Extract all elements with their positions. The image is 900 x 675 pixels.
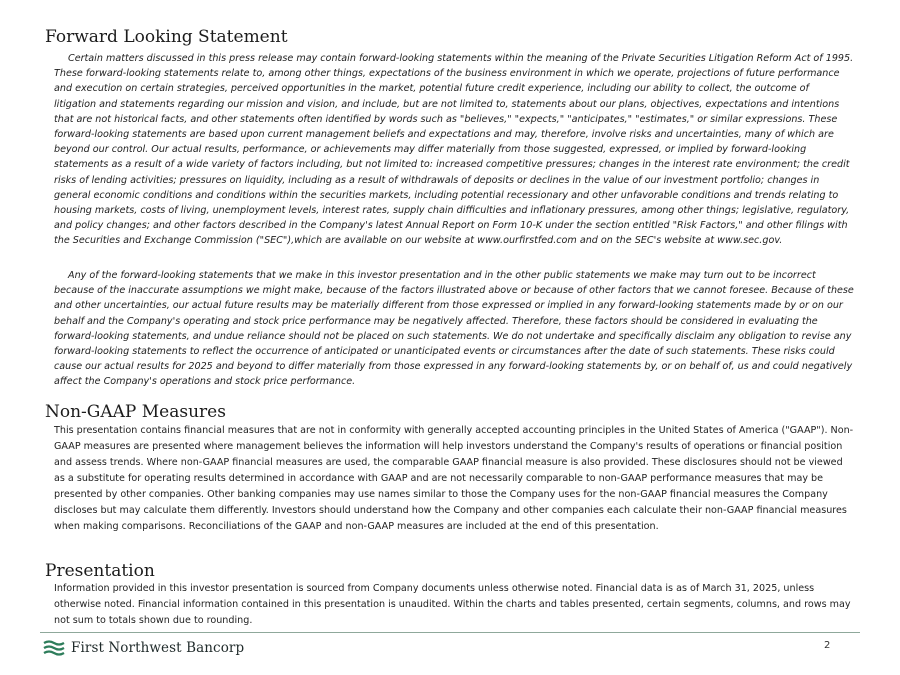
- forward-looking-paragraph-1: [54, 51, 854, 249]
- footer-divider: [40, 632, 860, 633]
- company-name: First Northwest Bancorp: [71, 640, 245, 656]
- wave-icon: [43, 639, 65, 657]
- presentation-heading: Presentation: [45, 561, 155, 581]
- forward-looking-paragraph-2-text: Any of the forward-looking statements that we make in this investor presentation and in the other public statements we make may turn out to be incorrect because of the inaccurate assumptions we might make, because of the factors illustrated above or because of other factors that we cannot foresee. Because of these and other uncertainties, our actual future results may be materially different from those expressed or implied in any forward-looking statements made by or on our behalf and the Company's operating and stock price performance may be negatively affected. Therefore, these factors should be considered in evaluating the forward-looking statements, and undue reliance should not be placed on such statements. We do not undertake and specifically disclaim any obligation to revise any forward-looking statements to reflect the occurrence of anticipated or unanticipated events or circumstances after the date of such statements. These risks could cause our actual results for 2025 and beyond to differ materially from those expressed in any forward-looking statements by, or on behalf of, us and could negatively affect the Company's operations and stock price performance.: [54, 270, 854, 388]
- forward-looking-paragraph-1-text: Certain matters discussed in this press release may contain forward-looking statements within the meaning of the Private Securities Litigation Reform Act of 1995. These forward-looking statements relate to, among other things, expectations of the business environment in which we operate, projections of future performance and execution on certain strategies, perceived opportunities in the market, potential future credit experience, including our ability to collect, the outcome of litigation and statements regarding our mission and vision, and include, but are not limited to, statements about our plans, objectives, expectations and intentions that are not historical facts, and other statements often identified by words such as "believes," "expects," "anticipates," "estimates," or similar expressions. These forward-looking statements are based upon current management beliefs and expectations and may, therefore, involve risks and uncertainties, many of which are beyond our control. Our actual results, performance, or achievements may differ materially from those suggested, expressed, or implied by forward-looking statements as a result of a wide variety of factors including, but not limited to: increased competitive pressures; changes in the interest rate environment; the credit risks of lending activities; pressures on liquidity, including as a result of withdrawals of deposits or declines in the value of our investment portfolio; changes in general economic conditions and conditions within the securities markets, including potential recessionary and other unfavorable conditions and trends relating to housing markets, costs of living, unemployment levels, interest rates, supply chain difficulties and inflationary pressures, among other things; legislative, regulatory, and policy changes; and other factors described in the Company's latest Annual Report on Form 10-K under the section entitled "Risk Factors," and other filings with the Securities and Exchange Commission ("SEC"),which are available on our website at www.ourfirstfed.com and on the SEC's website at www.sec.gov.: [54, 53, 854, 247]
- forward-looking-heading: Forward Looking Statement: [45, 27, 288, 47]
- company-logo: [43, 639, 244, 657]
- forward-looking-paragraph-2: [54, 268, 854, 390]
- non-gaap-heading: Non-GAAP Measures: [45, 402, 226, 422]
- non-gaap-paragraph: This presentation contains financial measures that are not in conformity with generally accepted accounting principles in the United States of America ("GAAP"). Non-GAAP measures are presented where management believes the information will help investors understand the Company's results of operations or financial position and assess trends. Where non-GAAP financial measures are used, the comparable GAAP financial measure is also provided. These disclosures should not be viewed as a substitute for operating results determined in accordance with GAAP and are not necessarily comparable to non-GAAP performance measures that may be presented by other companies. Other banking companies may use names similar to those the Company uses for the non-GAAP financial measures the Company discloses but may calculate them differently. Investors should understand how the Company and other companies each calculate their non-GAAP financial measures when making comparisons. Reconciliations of the GAAP and non-GAAP measures are included at the end of this presentation.: [54, 425, 854, 532]
- page-number: 2: [824, 640, 831, 651]
- presentation-paragraph: Information provided in this investor presentation is sourced from Company documents unless otherwise noted. Financial data is as of March 31, 2025, unless otherwise noted. Financial information contained in this presentation is unaudited. Within the charts and tables presented, certain segments, columns, and rows may not sum to totals shown due to rounding.: [54, 583, 851, 626]
